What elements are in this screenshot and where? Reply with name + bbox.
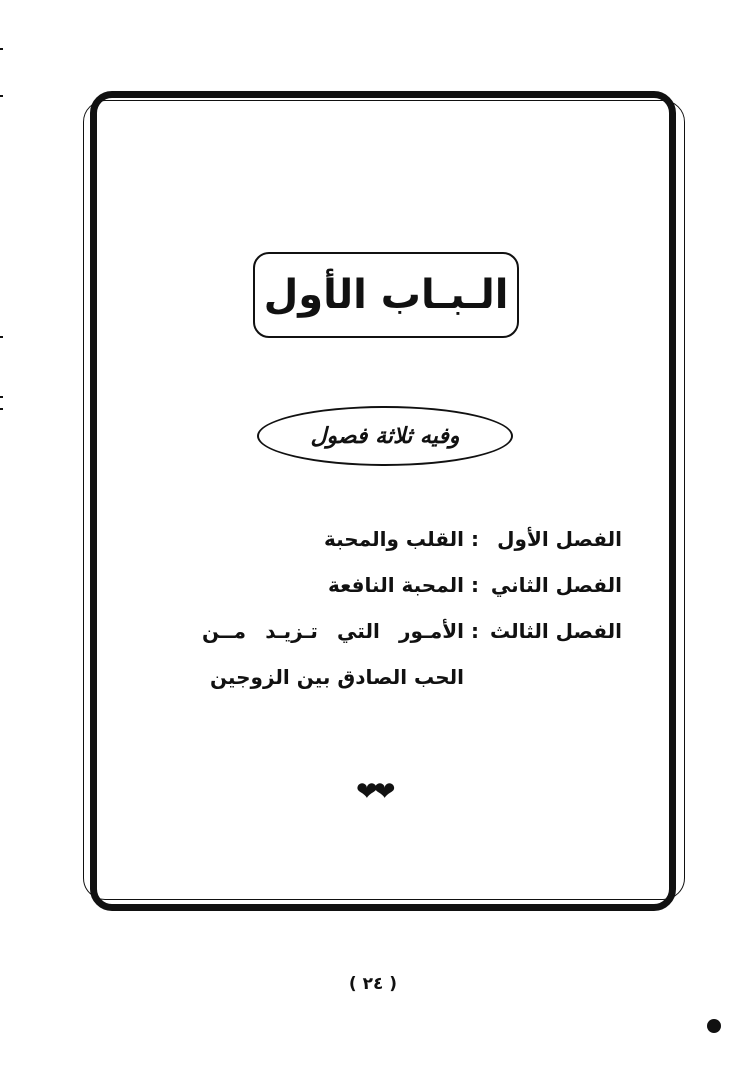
margin-tick-mark <box>0 396 3 398</box>
margin-tick-mark <box>0 95 3 97</box>
chapter-row-3 <box>202 619 622 665</box>
chapter-colon: : <box>471 527 479 551</box>
subtitle-text: وفيه ثلاثة فصول <box>310 423 460 449</box>
page-number: ( ٢٤ ) <box>348 974 398 994</box>
hearts-ornament-icon: ❤❤ <box>356 777 392 807</box>
chapter-list <box>202 527 622 711</box>
chapter-title-text: الأمـور التي تـزيـد مــن <box>202 619 464 643</box>
chapter-label: الفصل الثالث <box>489 619 622 643</box>
chapter-title-continuation: الحب الصادق بين الزوجين <box>209 665 464 689</box>
chapter-title-text: المحبة النافعة <box>328 573 464 597</box>
chapter-colon: : <box>471 573 479 597</box>
chapter-colon: : <box>471 619 479 643</box>
ink-blot-mark <box>707 1019 721 1033</box>
margin-tick-mark <box>0 408 3 410</box>
chapter-title-text: القلب والمحبة <box>324 527 464 551</box>
subtitle-ellipse <box>257 406 513 466</box>
chapter-row-1 <box>202 527 622 573</box>
chapter-label: الفصل الثاني <box>490 573 622 597</box>
margin-tick-mark <box>0 336 3 338</box>
chapter-title: الـبـاب الأول <box>263 272 509 318</box>
margin-tick-mark <box>0 48 3 50</box>
chapter-title-box <box>253 252 519 338</box>
chapter-row-2 <box>202 573 622 619</box>
chapter-label: الفصل الأول <box>497 527 622 551</box>
